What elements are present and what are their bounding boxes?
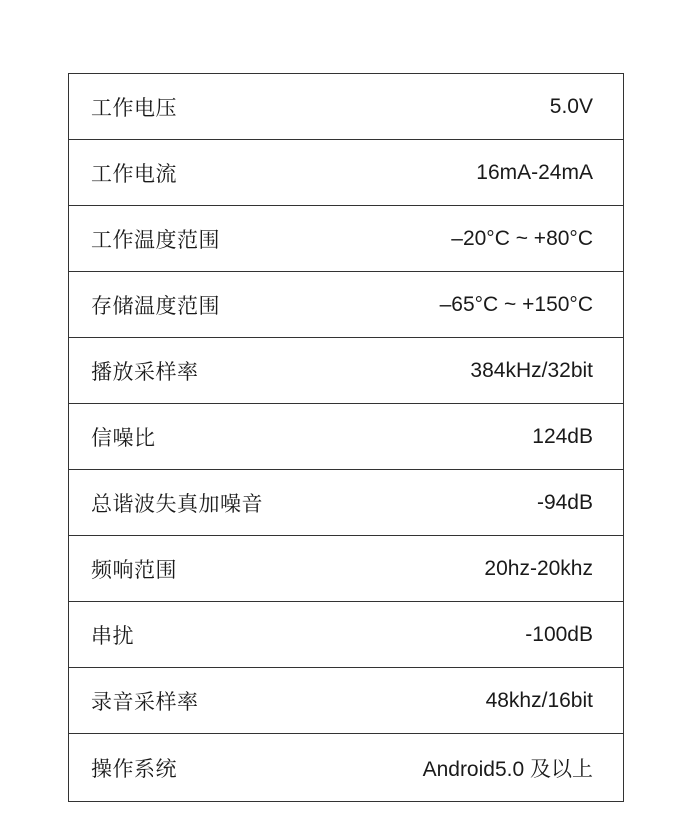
spec-label: 频响范围 xyxy=(91,557,177,582)
spec-row-frequency-response xyxy=(69,536,623,602)
spec-value: 48khz/16bit xyxy=(485,688,593,712)
spec-row-operating-voltage xyxy=(69,74,623,140)
spec-label: 播放采样率 xyxy=(91,359,199,384)
spec-value: –20°C ~ +80°C xyxy=(451,226,593,250)
spec-value: 384kHz/32bit xyxy=(470,358,593,382)
spec-label: 存储温度范围 xyxy=(91,293,220,318)
spec-row-crosstalk xyxy=(69,602,623,668)
spec-row-storage-temperature xyxy=(69,272,623,338)
spec-value: -94dB xyxy=(536,490,593,514)
spec-row-thd-n xyxy=(69,470,623,536)
spec-value: Android5.0 及以上 xyxy=(422,757,593,781)
spec-row-operating-system xyxy=(69,734,623,801)
spec-label: 信噪比 xyxy=(91,425,156,450)
spec-value: –65°C ~ +150°C xyxy=(439,292,593,316)
spec-row-snr xyxy=(69,404,623,470)
spec-value: 16mA-24mA xyxy=(476,160,593,184)
spec-row-recording-sample-rate xyxy=(69,668,623,734)
spec-label: 工作温度范围 xyxy=(91,227,220,252)
spec-value: 124dB xyxy=(532,424,593,448)
spec-value: -100dB xyxy=(525,622,593,646)
spec-label: 总谐波失真加噪音 xyxy=(91,491,263,516)
spec-label: 工作电流 xyxy=(91,161,177,186)
spec-label: 录音采样率 xyxy=(91,689,199,714)
spec-label: 串扰 xyxy=(91,623,134,648)
spec-row-operating-temperature xyxy=(69,206,623,272)
spec-value: 20hz-20khz xyxy=(484,556,593,580)
spec-label: 操作系统 xyxy=(91,756,177,781)
spec-row-playback-sample-rate xyxy=(69,338,623,404)
spec-table xyxy=(68,73,624,802)
spec-row-operating-current xyxy=(69,140,623,206)
spec-label: 工作电压 xyxy=(91,95,177,120)
spec-value: 5.0V xyxy=(549,94,593,118)
